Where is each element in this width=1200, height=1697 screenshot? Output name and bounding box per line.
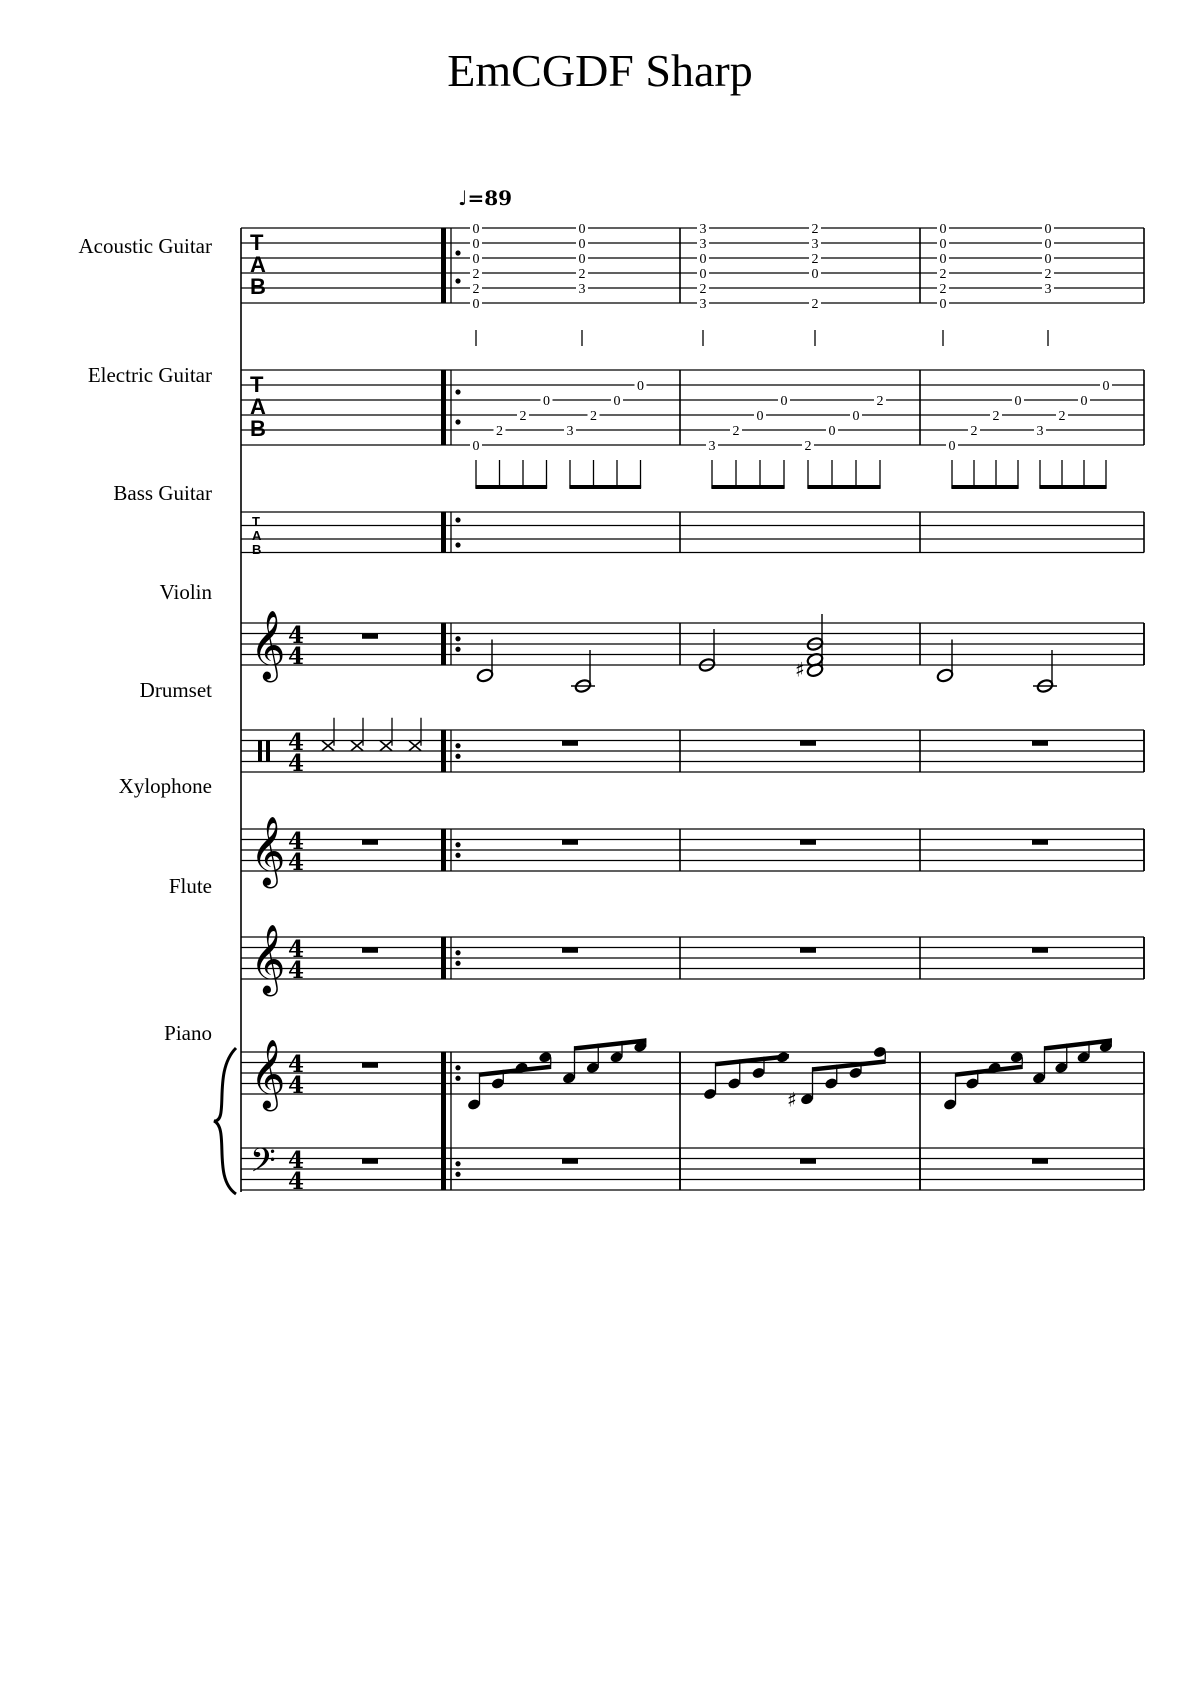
quarter-note-icon: ♩ <box>458 186 468 210</box>
repeat-bar-thick <box>441 730 446 772</box>
tab-fret-number: 0 <box>1102 379 1110 394</box>
whole-rest <box>800 840 816 845</box>
violin-half-note <box>936 668 954 683</box>
repeat-dot <box>455 419 460 424</box>
tab-fret-number: 2 <box>811 297 819 312</box>
tab-fret-number: 0 <box>699 267 707 282</box>
tab-clef-b: B <box>250 274 266 299</box>
repeat-dot <box>455 1172 460 1177</box>
time-signature-bottom: 4 <box>287 957 305 984</box>
percussion-clef-icon <box>266 741 270 762</box>
tab-fret-number: 2 <box>939 282 947 297</box>
tab-fret-number: 2 <box>811 222 819 237</box>
tab-fret-number: 0 <box>472 237 480 252</box>
tab-fret-number: 0 <box>699 252 707 267</box>
time-signature-bottom: 4 <box>287 750 305 777</box>
repeat-dot <box>455 542 460 547</box>
tab-clef-t: T <box>250 372 264 397</box>
tab-beam <box>1039 485 1106 489</box>
tab-fret-number: 2 <box>472 267 480 282</box>
whole-rest <box>1032 741 1048 746</box>
time-signature-top: 4 <box>287 828 305 855</box>
repeat-bar-thick <box>441 937 446 979</box>
tab-clef-b: B <box>252 542 262 557</box>
tab-fret-number: 0 <box>1080 394 1088 409</box>
tab-fret-number: 0 <box>939 252 947 267</box>
tab-fret-number: 0 <box>939 237 947 252</box>
tab-fret-number: 2 <box>992 409 1000 424</box>
note-beam <box>479 1065 551 1078</box>
tab-fret-number: 2 <box>519 409 527 424</box>
sharp-icon: ♯ <box>787 1087 797 1112</box>
instrument-name-violin: Violin <box>159 580 212 604</box>
tab-fret-number: 0 <box>828 424 836 439</box>
tab-fret-number: 2 <box>970 424 978 439</box>
time-signature-bottom: 4 <box>287 1072 305 1099</box>
time-signature-bottom: 4 <box>287 849 305 876</box>
whole-rest <box>362 1159 378 1164</box>
whole-rest <box>562 741 578 746</box>
tab-fret-number: 2 <box>578 267 586 282</box>
whole-rest <box>1032 1159 1048 1164</box>
time-signature-top: 4 <box>287 622 305 649</box>
time-signature-bottom: 4 <box>287 643 305 670</box>
instrument-name-electric-guitar: Electric Guitar <box>87 363 212 387</box>
tab-fret-number: 2 <box>1058 409 1066 424</box>
repeat-dot <box>455 636 460 641</box>
tab-clef-t: T <box>252 514 260 529</box>
tab-fret-number: 2 <box>590 409 597 424</box>
tab-beam <box>475 485 547 489</box>
tab-fret-number: 3 <box>699 237 707 252</box>
tab-fret-number: 0 <box>578 252 586 267</box>
treble-clef-icon: 𝄞 <box>250 1039 286 1109</box>
tab-fret-number: 0 <box>578 237 586 252</box>
tab-fret-number: 0 <box>811 267 819 282</box>
tab-fret-number: 2 <box>939 267 947 282</box>
tab-fret-number: 0 <box>756 409 764 424</box>
tab-fret-number: 2 <box>876 394 884 409</box>
repeat-dot <box>455 961 460 966</box>
tab-beam <box>807 485 880 489</box>
whole-rest <box>800 948 816 953</box>
tab-fret-number: 2 <box>811 252 819 267</box>
tab-fret-number: 0 <box>472 439 480 454</box>
violin-half-note <box>476 668 494 683</box>
tempo-value: =89 <box>467 186 513 210</box>
repeat-dot <box>455 250 460 255</box>
tab-fret-number: 2 <box>804 439 812 454</box>
repeat-dot <box>455 1161 460 1166</box>
instrument-name-bass-guitar: Bass Guitar <box>113 481 212 505</box>
instrument-name-piano: Piano <box>164 1021 212 1045</box>
repeat-dot <box>455 1065 460 1070</box>
tab-fret-number: 0 <box>1044 237 1052 252</box>
percussion-clef-icon <box>258 741 262 762</box>
whole-rest <box>800 1159 816 1164</box>
tab-beam <box>951 485 1018 489</box>
tab-beam <box>711 485 784 489</box>
tab-fret-number: 0 <box>472 297 480 312</box>
tab-fret-number: 3 <box>699 222 707 237</box>
whole-rest <box>562 948 578 953</box>
repeat-bar-thick <box>441 228 446 303</box>
treble-clef-icon: 𝄞 <box>250 610 286 680</box>
piano-brace <box>214 1048 236 1194</box>
whole-rest <box>362 948 378 953</box>
tab-clef-b: B <box>250 416 266 441</box>
repeat-bar-thick <box>441 829 446 871</box>
repeat-dot <box>455 647 460 652</box>
whole-rest <box>362 634 378 639</box>
repeat-bar-thick <box>441 623 446 665</box>
repeat-dot <box>455 743 460 748</box>
whole-rest <box>800 741 816 746</box>
repeat-dot <box>455 278 460 283</box>
tab-fret-number: 0 <box>637 379 644 394</box>
repeat-bar-thick <box>441 1052 446 1190</box>
repeat-dot <box>455 842 460 847</box>
note-beam <box>812 1059 886 1072</box>
tab-fret-number: 3 <box>699 297 707 312</box>
tab-fret-number: 0 <box>1014 394 1022 409</box>
repeat-dot <box>455 389 460 394</box>
sharp-icon: ♯ <box>795 657 805 682</box>
tab-clef-t: T <box>250 230 264 255</box>
bass-clef-icon: 𝄢 <box>250 1142 276 1188</box>
tab-fret-number: 0 <box>780 394 788 409</box>
tab-fret-number: 3 <box>1044 282 1052 297</box>
tab-fret-number: 2 <box>1044 267 1052 282</box>
time-signature-bottom: 4 <box>287 1168 305 1195</box>
tab-fret-number: 2 <box>472 282 480 297</box>
tab-fret-number: 3 <box>708 439 716 454</box>
repeat-dot <box>455 1076 460 1081</box>
time-signature-top: 4 <box>287 1051 305 1078</box>
tab-fret-number: 3 <box>566 424 574 439</box>
repeat-dot <box>455 950 460 955</box>
whole-rest <box>362 1063 378 1068</box>
tab-clef-a: A <box>252 528 262 543</box>
tab-fret-number: 0 <box>939 222 947 237</box>
tab-fret-number: 3 <box>578 282 586 297</box>
instrument-name-xylophone: Xylophone <box>118 774 212 798</box>
time-signature-top: 4 <box>287 1147 305 1174</box>
treble-clef-icon: 𝄞 <box>250 816 286 886</box>
tab-fret-number: 2 <box>699 282 707 297</box>
tab-fret-number: 3 <box>811 237 819 252</box>
tab-fret-number: 3 <box>1036 424 1044 439</box>
instrument-name-drumset: Drumset <box>139 678 212 702</box>
repeat-dot <box>455 754 460 759</box>
tab-fret-number: 0 <box>939 297 947 312</box>
repeat-bar-thick <box>441 512 446 553</box>
time-signature-top: 4 <box>287 936 305 963</box>
whole-rest <box>362 840 378 845</box>
tab-fret-number: 0 <box>472 252 480 267</box>
note-beam <box>955 1065 1023 1078</box>
time-signature-top: 4 <box>287 729 305 756</box>
tab-fret-number: 0 <box>852 409 860 424</box>
tab-fret-number: 0 <box>1044 222 1052 237</box>
tab-fret-number: 0 <box>578 222 586 237</box>
whole-rest <box>1032 840 1048 845</box>
tab-fret-number: 0 <box>1044 252 1052 267</box>
tab-fret-number: 2 <box>496 424 503 439</box>
instrument-name-flute: Flute <box>168 874 212 898</box>
whole-rest <box>1032 948 1048 953</box>
tab-fret-number: 0 <box>613 394 621 409</box>
tab-fret-number: 0 <box>472 222 480 237</box>
repeat-bar-thick <box>441 370 446 445</box>
whole-rest <box>562 1159 578 1164</box>
repeat-dot <box>455 517 460 522</box>
repeat-dot <box>455 853 460 858</box>
tab-fret-number: 0 <box>948 439 956 454</box>
tab-fret-number: 2 <box>732 424 740 439</box>
tab-clef-a: A <box>250 252 266 277</box>
tab-fret-number: 0 <box>543 394 550 409</box>
tab-clef-a: A <box>250 394 266 419</box>
instrument-name-acoustic-guitar: Acoustic Guitar <box>78 234 212 258</box>
tab-beam <box>569 485 641 489</box>
score-title: EmCGDF Sharp <box>447 45 753 96</box>
whole-rest <box>562 840 578 845</box>
treble-clef-icon: 𝄞 <box>250 924 286 994</box>
